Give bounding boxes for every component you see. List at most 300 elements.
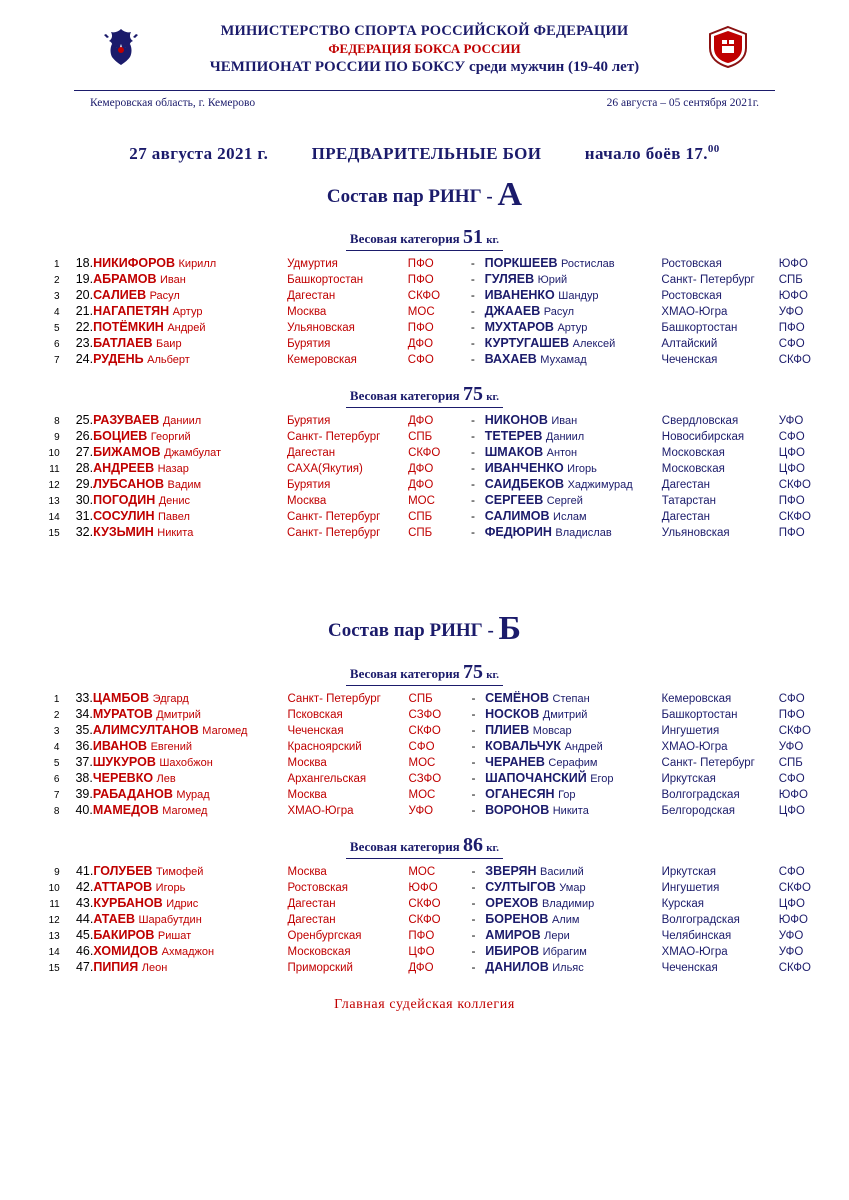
weight-category-b2-unit: кг. [486, 841, 500, 854]
red-given: Шарабутдин [138, 913, 202, 926]
red-region: Приморский [287, 961, 353, 974]
blue-corner-name [485, 508, 662, 524]
red-given: Джамбулат [164, 447, 222, 460]
red-region: Удмуртия [287, 258, 338, 271]
blue-corner-name [485, 255, 662, 271]
blue-given: Мухамад [540, 354, 587, 367]
blue-given: Владислав [555, 527, 612, 540]
table-row [38, 959, 811, 975]
blue-region: Ульяновская [661, 527, 730, 540]
red-family: БАКИРОВ [93, 927, 155, 942]
red-corner-name [93, 802, 288, 818]
red-given: Расул [149, 290, 180, 303]
blue-corner-name [485, 351, 662, 367]
red-given: Даниил [162, 415, 202, 428]
red-corner-name [93, 738, 288, 754]
blue-family: ПЛИЕВ [485, 722, 530, 737]
blue-region: Чеченская [661, 354, 718, 367]
red-given: Мурад [176, 788, 210, 801]
red-given: Альберт [147, 354, 190, 367]
versus-dash: - [471, 461, 476, 476]
red-given: Павел [158, 511, 190, 524]
red-family: КУЗЬМИН [93, 525, 154, 540]
table-row [38, 319, 811, 335]
blue-family: ЧЕРАНЕВ [485, 754, 545, 769]
red-corner-name [93, 943, 287, 959]
weight-category-a1-unit: кг. [486, 234, 500, 247]
blue-district: УФО [778, 415, 804, 428]
table-row [38, 271, 811, 287]
weight-category-a1-label: Весовая категория [349, 231, 460, 247]
red-region: Ульяновская [287, 322, 355, 335]
blue-district: СФО [778, 692, 805, 705]
blue-region: Башкортостан [661, 322, 738, 335]
red-corner-name [93, 895, 287, 911]
blue-corner-name [485, 524, 662, 540]
bout-table-b1 [38, 690, 811, 818]
bout-index: 2 [53, 275, 60, 287]
blue-corner-name [485, 879, 661, 895]
red-family: ГОЛУБЕВ [93, 863, 153, 878]
table-row [38, 351, 811, 367]
table-row [38, 943, 811, 959]
table-row [38, 863, 811, 879]
blue-corner-name [485, 786, 661, 802]
versus-dash: - [470, 336, 475, 351]
blue-given: Владимир [541, 897, 595, 910]
red-region: Москва [287, 788, 327, 801]
blue-district: СКФО [778, 724, 811, 737]
red-family: МАМЕДОВ [92, 802, 159, 817]
versus-dash: - [471, 802, 476, 817]
red-district: СКФО [408, 897, 441, 910]
red-given: Денис [158, 495, 191, 508]
blue-district: ЮФО [778, 290, 808, 303]
red-family: АТТАРОВ [93, 879, 153, 894]
bout-index: 12 [48, 914, 60, 926]
red-district: СЗФО [408, 708, 442, 721]
blue-corner-name [485, 706, 661, 722]
blue-given: Юрий [537, 274, 568, 287]
bout-table-a1 [38, 255, 811, 367]
blue-district: СКФО [778, 881, 811, 894]
red-family: НАГАПЕТЯН [93, 304, 170, 319]
red-given: Шахобжон [159, 756, 213, 769]
red-corner-name [93, 879, 287, 895]
bout-index: 12 [48, 480, 60, 492]
bout-index: 14 [48, 512, 60, 524]
table-row [38, 508, 811, 524]
blue-district: ЮФО [778, 258, 808, 271]
red-district: СПБ [408, 431, 433, 444]
blue-region: Свердловская [661, 415, 739, 428]
table-row [38, 287, 811, 303]
bout-index: 11 [49, 464, 60, 476]
red-region: Чеченская [287, 724, 344, 737]
red-family: АБРАМОВ [93, 272, 157, 287]
bout-number: 39. [75, 786, 93, 801]
blue-given: Ислам [553, 511, 587, 524]
red-given: Иван [160, 274, 186, 287]
weight-category-b1-label: Весовая категория [349, 665, 460, 681]
red-corner-name [93, 428, 287, 444]
red-region: Красноярский [287, 740, 362, 753]
bout-index: 14 [48, 946, 60, 958]
red-given: Баир [155, 338, 182, 351]
blue-given: Серафим [548, 756, 598, 769]
blue-district: СФО [778, 431, 805, 444]
section-spacer [38, 540, 811, 598]
event-meta [90, 97, 759, 109]
blue-family: ПОРКШЕЕВ [484, 256, 558, 271]
table-row [38, 303, 811, 319]
red-district: ДФО [407, 338, 434, 351]
red-given: Эдгард [152, 692, 189, 705]
bout-index: 3 [53, 725, 60, 737]
blue-district: ЦФО [778, 463, 805, 476]
blue-district: СКФО [778, 511, 811, 524]
blue-region: Дагестан [661, 511, 710, 524]
bout-number: 25. [75, 413, 94, 428]
bout-index: 1 [53, 693, 60, 705]
red-family: КУРБАНОВ [93, 895, 163, 910]
blue-region: Чеченская [661, 961, 718, 974]
bout-index: 7 [53, 789, 60, 801]
weight-category-b2-label: Весовая категория [349, 838, 460, 854]
blue-family: НОСКОВ [485, 706, 540, 721]
blue-corner-name [485, 412, 662, 428]
bout-index: 8 [54, 416, 60, 428]
red-district: СПБ [408, 511, 433, 524]
blue-corner-name [485, 335, 662, 351]
schedule-stage: ПРЕДВАРИТЕЛЬНЫЕ БОИ [311, 143, 542, 163]
blue-family: ЗВЕРЯН [485, 863, 537, 878]
red-region: Санкт- Петербург [287, 692, 381, 705]
red-corner-name [93, 444, 287, 460]
blue-family: ВАХАЕВ [484, 352, 537, 367]
blue-region: Татарстан [661, 495, 716, 508]
red-region: Ростовская [287, 881, 348, 894]
bout-number: 45. [75, 927, 94, 942]
red-district: СКФО [408, 913, 441, 926]
red-district: ПФО [408, 929, 435, 942]
bout-number: 41. [75, 863, 94, 878]
table-row [38, 879, 811, 895]
blue-family: СЕРГЕЕВ [484, 493, 544, 508]
blue-family: МУХТАРОВ [484, 320, 554, 335]
blue-family: ДАНИЛОВ [485, 959, 549, 974]
blue-region: Ростовская [661, 290, 722, 303]
versus-dash: - [470, 288, 475, 303]
blue-district: ПФО [778, 708, 805, 721]
blue-district: ЦФО [778, 897, 805, 910]
versus-dash: - [471, 959, 476, 974]
red-corner-name [93, 754, 288, 770]
blue-corner-name [485, 444, 662, 460]
blue-given: Никита [552, 804, 589, 817]
red-corner-name [93, 770, 288, 786]
bout-number: 36. [75, 738, 93, 753]
red-corner-name [93, 351, 287, 367]
table-row [38, 722, 811, 738]
red-given: Тимофей [156, 865, 204, 878]
blue-corner-name [485, 460, 662, 476]
red-given: Ришат [157, 929, 192, 942]
blue-corner-name [485, 943, 661, 959]
red-region: Дагестан [287, 290, 336, 303]
blue-family: АМИРОВ [485, 927, 541, 942]
blue-corner-name [485, 476, 662, 492]
red-district: ДФО [408, 415, 434, 428]
table-row [38, 444, 811, 460]
red-family: ИВАНОВ [92, 738, 148, 753]
blue-region: Ростовская [661, 258, 722, 271]
red-corner-name [93, 287, 287, 303]
weight-category-a1 [38, 226, 811, 251]
blue-corner-name [485, 271, 662, 287]
versus-dash: - [471, 706, 476, 721]
red-family: АТАЕВ [93, 911, 135, 926]
red-family: ЧЕРЕВКО [92, 770, 154, 785]
blue-district: УФО [778, 945, 804, 958]
bout-number: 22. [75, 320, 94, 335]
event-location: Кемеровская область, г. Кемерово [90, 97, 256, 109]
blue-region: Ингушетия [661, 881, 720, 894]
schedule-start-time: начало боёв 17. [584, 143, 708, 163]
red-family: МУРАТОВ [92, 706, 153, 721]
blue-region: ХМАО-Югра [661, 306, 728, 319]
blue-family: СЕМЁНОВ [485, 690, 550, 705]
red-region: Бурятия [287, 338, 331, 351]
red-family: АЛИМСУЛТАНОВ [92, 722, 199, 737]
red-district: СПБ [408, 527, 433, 540]
document-header [38, 0, 811, 84]
blue-given: Алексей [572, 338, 616, 351]
red-corner-name [93, 863, 287, 879]
red-region: Кемеровская [287, 354, 357, 367]
versus-dash: - [470, 320, 475, 335]
blue-family: ШАПОЧАНСКИЙ [485, 770, 587, 785]
red-corner-name [93, 412, 287, 428]
red-given: Магомед [162, 804, 208, 817]
bout-table-a2 [38, 412, 811, 540]
red-corner-name [93, 460, 287, 476]
red-district: ПФО [407, 258, 434, 271]
boxing-federation-emblem-icon [701, 24, 755, 70]
bout-number: 35. [75, 722, 93, 737]
ring-a-title-prefix: Состав пар РИНГ - [326, 185, 498, 207]
ring-a-letter: А [497, 175, 523, 213]
table-row [38, 428, 811, 444]
blue-family: ШМАКОВ [484, 445, 544, 460]
blue-family: ОГАНЕСЯН [485, 786, 555, 801]
blue-corner-name [485, 738, 661, 754]
versus-dash: - [471, 943, 476, 958]
red-corner-name [93, 492, 287, 508]
blue-corner-name [485, 690, 661, 706]
table-row [38, 927, 811, 943]
red-district: СФО [407, 354, 434, 367]
versus-dash: - [471, 754, 476, 769]
blue-corner-name [485, 802, 661, 818]
blue-given: Даниил [545, 431, 585, 444]
red-region: Санкт- Петербург [286, 511, 381, 524]
blue-region: Челябинская [661, 929, 732, 942]
blue-region: ХМАО-Югра [661, 740, 728, 753]
red-given: Дмитрий [156, 708, 201, 721]
blue-given: Хаджимурад [567, 479, 633, 492]
versus-dash: - [471, 429, 476, 444]
table-row [38, 754, 811, 770]
red-district: СФО [408, 740, 435, 753]
weight-category-b1-value: 75 [462, 660, 483, 683]
versus-dash: - [471, 509, 476, 524]
red-district: ЦФО [408, 945, 435, 958]
blue-district: СКФО [778, 354, 811, 367]
bout-number: 46. [75, 943, 94, 958]
blue-family: СУЛТЫГОВ [485, 879, 556, 894]
red-given: Ахмаджон [161, 945, 215, 958]
red-region: Москва [287, 756, 327, 769]
red-district: ДФО [408, 961, 434, 974]
blue-region: Кемеровская [661, 692, 732, 705]
blue-family: ИБИРОВ [485, 943, 540, 958]
blue-district: ЮФО [778, 788, 808, 801]
bout-index: 1 [53, 259, 60, 271]
blue-family: САЛИМОВ [484, 509, 550, 524]
red-region: Бурятия [286, 415, 331, 428]
versus-dash: - [471, 690, 476, 705]
bout-index: 15 [48, 962, 60, 974]
federation-title: ФЕДЕРАЦИЯ БОКСА РОССИИ [328, 41, 521, 57]
red-corner-name [93, 524, 287, 540]
bout-number: 33. [75, 690, 93, 705]
blue-region: ХМАО-Югра [661, 945, 728, 958]
red-family: ЛУБСАНОВ [93, 477, 165, 492]
bout-number: 31. [75, 509, 94, 524]
red-family: ПИПИЯ [93, 959, 139, 974]
red-given: Леон [141, 961, 168, 974]
red-region: САХА(Якутия) [286, 463, 363, 476]
weight-category-a2-unit: кг. [486, 391, 500, 404]
blue-corner-name [485, 319, 662, 335]
red-district: УФО [408, 804, 434, 817]
blue-region: Белгородская [661, 804, 735, 817]
red-district: ДФО [408, 479, 434, 492]
red-family: БОЦИЕВ [93, 429, 148, 444]
blue-district: СФО [778, 338, 805, 351]
event-dates: 26 августа – 05 сентября 2021г. [606, 97, 759, 109]
red-corner-name [93, 271, 287, 287]
blue-district: СПБ [778, 756, 803, 769]
weight-category-b2 [38, 834, 811, 859]
blue-given: Андрей [564, 740, 603, 753]
blue-corner-name [485, 754, 661, 770]
red-corner-name [93, 335, 287, 351]
blue-district: ПФО [778, 322, 805, 335]
red-district: СПБ [408, 692, 433, 705]
blue-given: Иван [551, 415, 578, 428]
red-given: Никита [157, 527, 194, 540]
championship-title: ЧЕМПИОНАТ РОССИИ ПО БОКСУ среди мужчин (19-40 лет) [209, 59, 640, 76]
blue-district: ЦФО [778, 447, 805, 460]
red-corner-name [93, 911, 287, 927]
footer-signature: Главная судейская коллегия [334, 996, 515, 1012]
bout-index: 11 [49, 898, 60, 910]
red-region: Дагестан [287, 913, 336, 926]
blue-given: Игорь [567, 463, 597, 476]
bout-number: 27. [75, 445, 94, 460]
bout-number: 23. [75, 336, 94, 351]
bout-number: 47. [75, 959, 94, 974]
blue-given: Егор [590, 772, 614, 785]
blue-given: Алим [551, 913, 580, 926]
red-district: ДФО [408, 463, 434, 476]
blue-given: Лери [544, 929, 570, 942]
blue-region: Курская [661, 897, 704, 910]
versus-dash: - [471, 927, 476, 942]
schedule-date: 27 августа 2021 г. [129, 143, 269, 163]
red-region: Башкортостан [287, 274, 364, 287]
versus-dash: - [471, 911, 476, 926]
table-row [38, 335, 811, 351]
bout-index: 5 [53, 757, 60, 769]
red-corner-name [93, 690, 288, 706]
bout-index: 10 [48, 882, 60, 894]
red-family: БИЖАМОВ [93, 445, 161, 460]
blue-given: Шандур [558, 290, 599, 303]
bout-index: 6 [53, 773, 60, 785]
versus-dash: - [471, 525, 476, 540]
red-family: РАЗУВАЕВ [93, 413, 160, 428]
red-region: Дагестан [286, 447, 336, 460]
blue-corner-name [485, 770, 661, 786]
blue-region: Санкт- Петербург [661, 274, 755, 287]
blue-region: Санкт- Петербург [661, 756, 755, 769]
red-corner-name [93, 319, 287, 335]
blue-region: Иркутская [661, 865, 716, 878]
table-row [38, 476, 811, 492]
blue-corner-name [485, 911, 661, 927]
red-corner-name [93, 706, 288, 722]
blue-region: Алтайский [661, 338, 718, 351]
red-given: Андрей [167, 322, 206, 335]
blue-district: СФО [778, 865, 805, 878]
blue-given: Антон [546, 447, 578, 460]
red-given: Игорь [155, 881, 186, 894]
red-family: САЛИЕВ [93, 288, 147, 303]
blue-region: Волгоградская [661, 788, 740, 801]
blue-family: КОВАЛЬЧУК [485, 738, 562, 753]
russian-coat-of-arms-icon [94, 24, 148, 70]
versus-dash: - [471, 493, 476, 508]
blue-district: ПФО [778, 495, 805, 508]
red-district: МОС [407, 306, 435, 319]
red-region: Санкт- Петербург [286, 527, 381, 540]
weight-category-b1-unit: кг. [486, 668, 500, 681]
schedule-start-minutes: 00 [707, 143, 720, 155]
blue-region: Дагестан [661, 479, 710, 492]
blue-corner-name [485, 927, 661, 943]
blue-family: КУРТУГАШЕВ [484, 336, 570, 351]
red-region: ХМАО-Югра [287, 804, 354, 817]
ministry-title: МИНИСТЕРСТВО СПОРТА РОССИЙСКОЙ ФЕДЕРАЦИИ [220, 23, 629, 39]
bout-index: 4 [53, 741, 60, 753]
bout-index: 15 [48, 528, 60, 540]
blue-family: ФЕДЮРИН [484, 525, 552, 540]
red-corner-name [93, 476, 287, 492]
blue-given: Умар [559, 881, 586, 894]
